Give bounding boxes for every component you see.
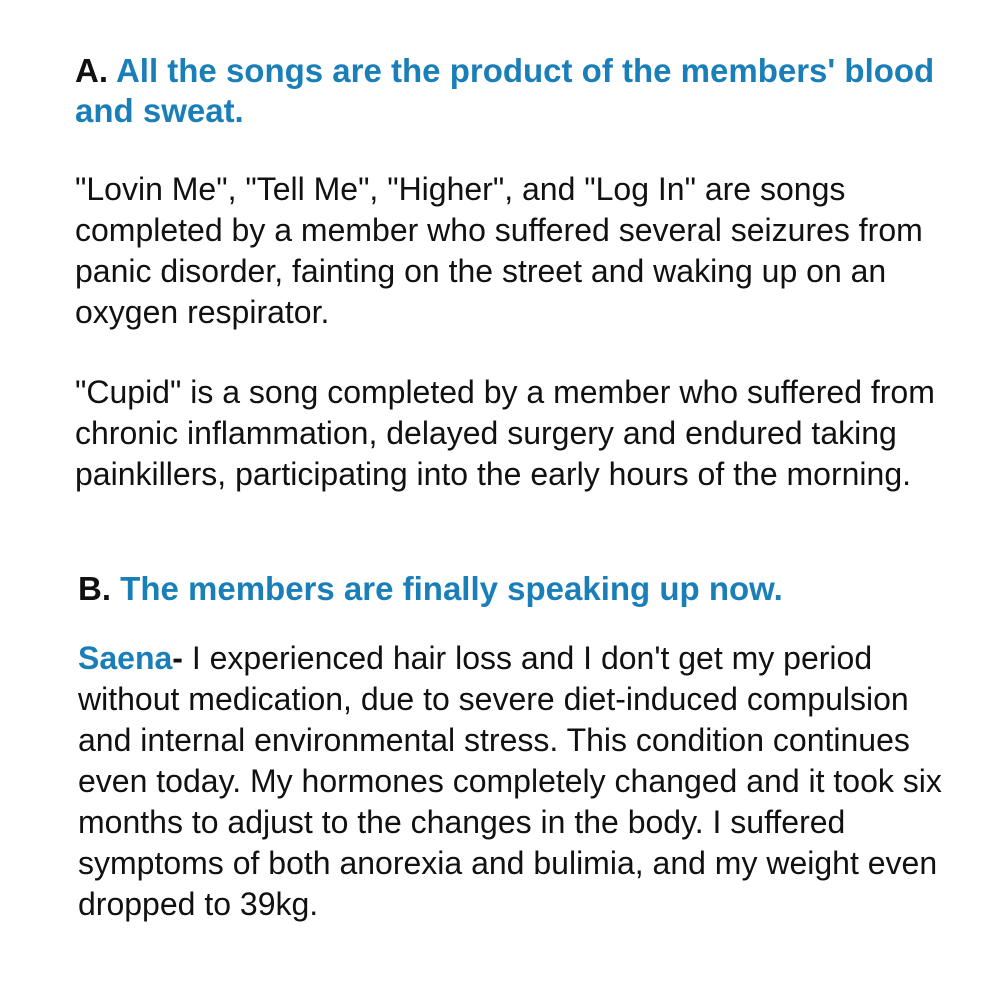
section-b-marker: B. [78, 570, 111, 607]
section-b-title: The members are finally speaking up now. [120, 570, 783, 607]
paragraph-songs-panic: "Lovin Me", "Tell Me", "Higher", and "Log In" are songs completed by a member who suffered several seizures from panic disorder, fainting on the street and waking up on an oxygen respirator. [75, 171, 923, 330]
speaker-dash: - [172, 640, 183, 676]
paragraph-cupid: "Cupid" is a song completed by a member who suffered from chronic inflammation, delayed surgery and endured taking painkillers, participating into the early hours of the morning. [75, 374, 935, 492]
section-a-title: All the songs are the product of the members' blood and sweat. [75, 52, 935, 129]
statement-text: I experienced hair loss and I don't get my period without medication, due to severe diet-induced compulsion and internal environmental stress. This condition continues even today. My hormones completely changed and it took six months to adjust to the changes in the body. I suffered symptoms of both anorexia and bulimia, and my weight even dropped to 39kg. [78, 640, 942, 922]
section-a-marker: A. [75, 52, 108, 89]
paragraph-saena-statement [78, 638, 958, 925]
section-b-heading [78, 569, 978, 609]
speaker-name: Saena [78, 640, 173, 676]
section-a-heading [75, 51, 975, 131]
